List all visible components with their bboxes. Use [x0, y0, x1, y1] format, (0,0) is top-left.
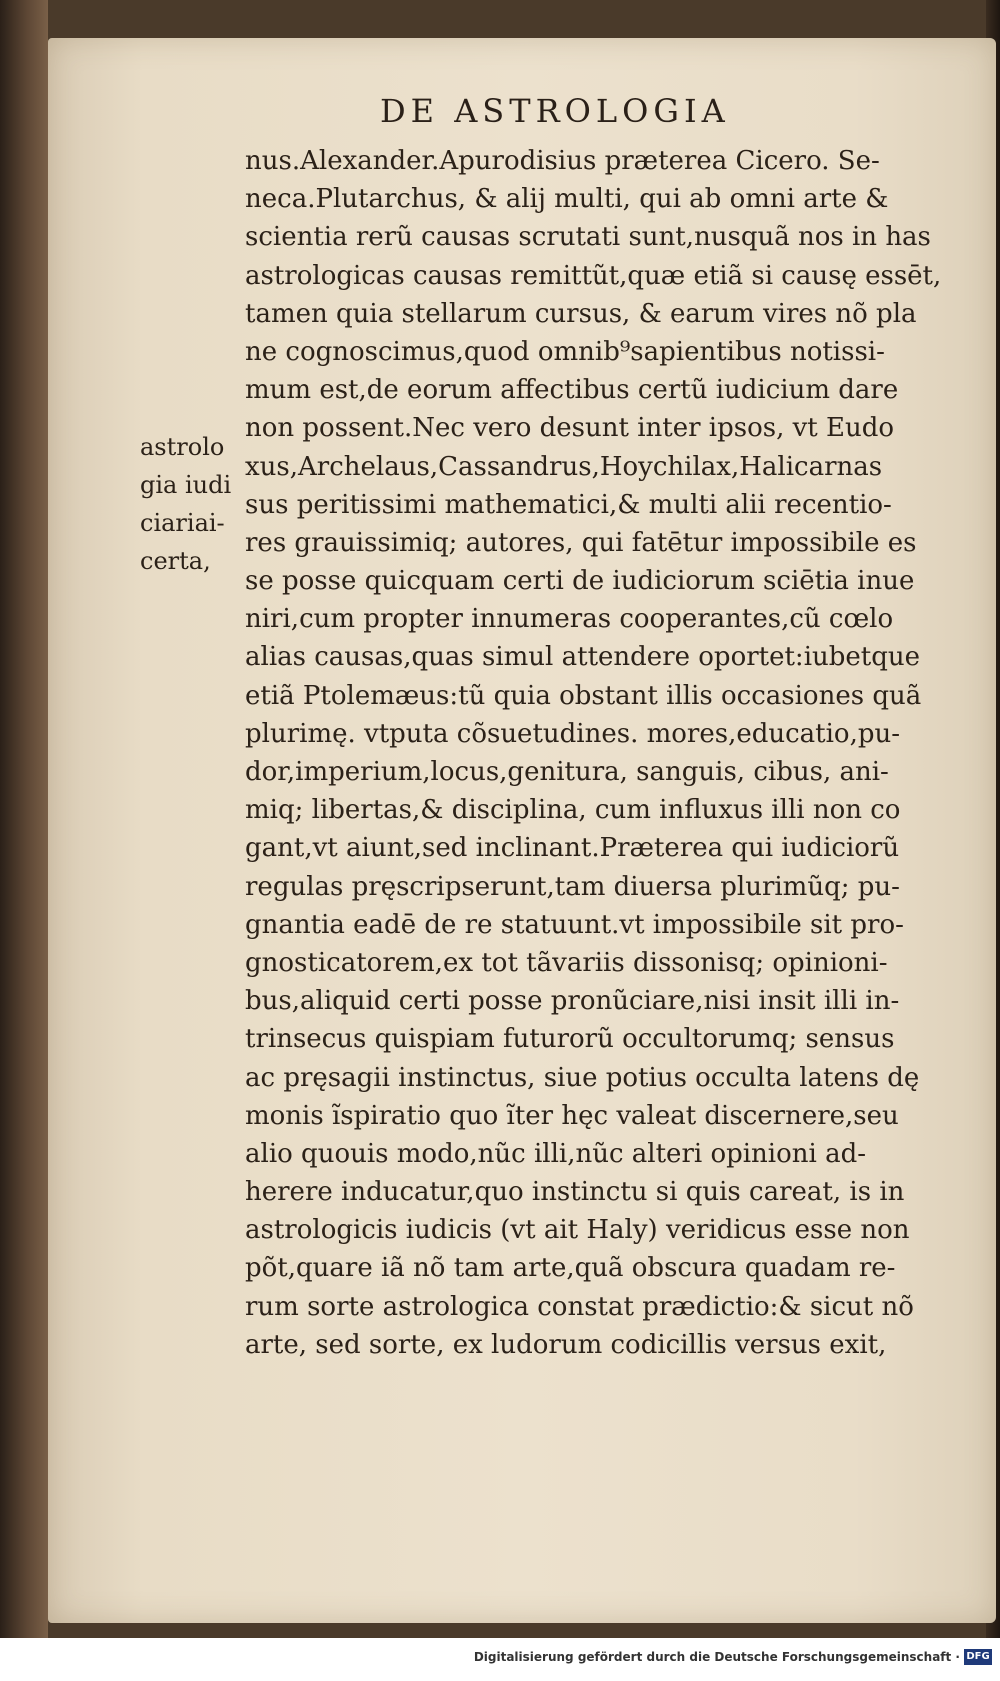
text-line: plurimę. vtputa cõsuetudines. mores,educatio,pu- [245, 718, 901, 749]
text-line: alias causas,quas simul attendere oportet:iubetque [245, 642, 921, 673]
marginal-note-line: certa, [140, 547, 211, 575]
text-line: mum est,de eorum affectibus certũ iudicium dare [245, 375, 899, 406]
text-line: neca.Plutarchus, & alij multi, qui ab omni arte & [245, 184, 889, 215]
text-line: scientia rerũ causas scrutati sunt,nusquã nos in has [245, 222, 931, 253]
text-line: astrologicas causas remittũt,quæ etiã si causę essēt, [245, 260, 942, 291]
marginal-note [140, 428, 250, 580]
marginal-note-line: gia iudi [140, 471, 232, 499]
text-line: herere inducatur,quo instinctu si quis careat, is in [245, 1177, 905, 1208]
text-line: põt,quare iã nõ tam arte,quã obscura quadam re- [245, 1253, 896, 1284]
marginal-note-line: astrolo [140, 433, 225, 461]
marginal-note-line: ciariai- [140, 509, 225, 537]
text-line: etiã Ptolemæus:tũ quia obstant illis occasiones quã [245, 680, 922, 711]
text-line: ne cognoscimus,quod omnib⁹sapientibus notissi- [245, 336, 885, 367]
text-line: xus,Archelaus,Cassandrus,Hoychilax,Halicarnas [245, 451, 883, 482]
text-line: dor,imperium,locus,genitura, sanguis, cibus, ani- [245, 757, 889, 787]
text-line: alio quouis modo,nũc illi,nũc alteri opinioni ad- [245, 1138, 867, 1169]
body-text [245, 142, 965, 1364]
text-line: niri,cum propter innumeras cooperantes,cũ cœlo [245, 604, 894, 635]
book-binding [0, 0, 48, 1638]
text-line: arte, sed sorte, ex ludorum codicillis versus exit, [245, 1329, 887, 1360]
text-line: sus peritissimi mathematici,& multi alii recentio- [245, 489, 892, 520]
running-head: DE ASTROLOGIA [380, 92, 730, 130]
funding-credit: Digitalisierung gefördert durch die Deutsche Forschungsgemeinschaft · [473, 1650, 960, 1664]
text-line: tamen quia stellarum cursus, & earum vires nõ pla [245, 298, 917, 329]
dfg-logo-icon: DFG [964, 1649, 992, 1665]
text-line: gnosticatorem,ex tot tãvariis dissonisq; opinioni- [245, 947, 888, 978]
text-line: astrologicis iudicis (vt ait Haly) veridicus esse non [245, 1215, 910, 1246]
text-line: res grauissimiq; autores, qui fatētur impossibile es [245, 527, 917, 558]
text-line: regulas pręscripserunt,tam diuersa plurimũq; pu- [245, 871, 900, 902]
text-line: non possent.Nec vero desunt inter ipsos, vt Eudo [245, 413, 895, 444]
text-line: rum sorte astrologica constat prædictio:& sicut nõ [245, 1291, 914, 1322]
text-line: nus.Alexander.Apurodisius præterea Cicero. Se- [245, 146, 880, 176]
text-line: gant,vt aiunt,sed inclinant.Præterea qui iudiciorũ [245, 833, 900, 864]
text-line: bus,aliquid certi posse pronũciare,nisi insit illi in- [245, 986, 900, 1017]
text-line: trinsecus quispiam futurorũ occultorumq; sensus [245, 1024, 895, 1055]
text-line: gnantia eadē de re statuunt.vt impossibile sit pro- [245, 909, 904, 940]
text-line: ac pręsagii instinctus, siue potius occulta latens dę [245, 1062, 920, 1093]
text-line: monis ĩspiratio quo ĩter hęc valeat discernere,seu [245, 1100, 899, 1131]
text-line: miq; libertas,& disciplina, cum influxus illi non co [245, 795, 901, 826]
text-line: se posse quicquam certi de iudiciorum sciētia inue [245, 566, 915, 597]
footer-bar [0, 1638, 1000, 1681]
